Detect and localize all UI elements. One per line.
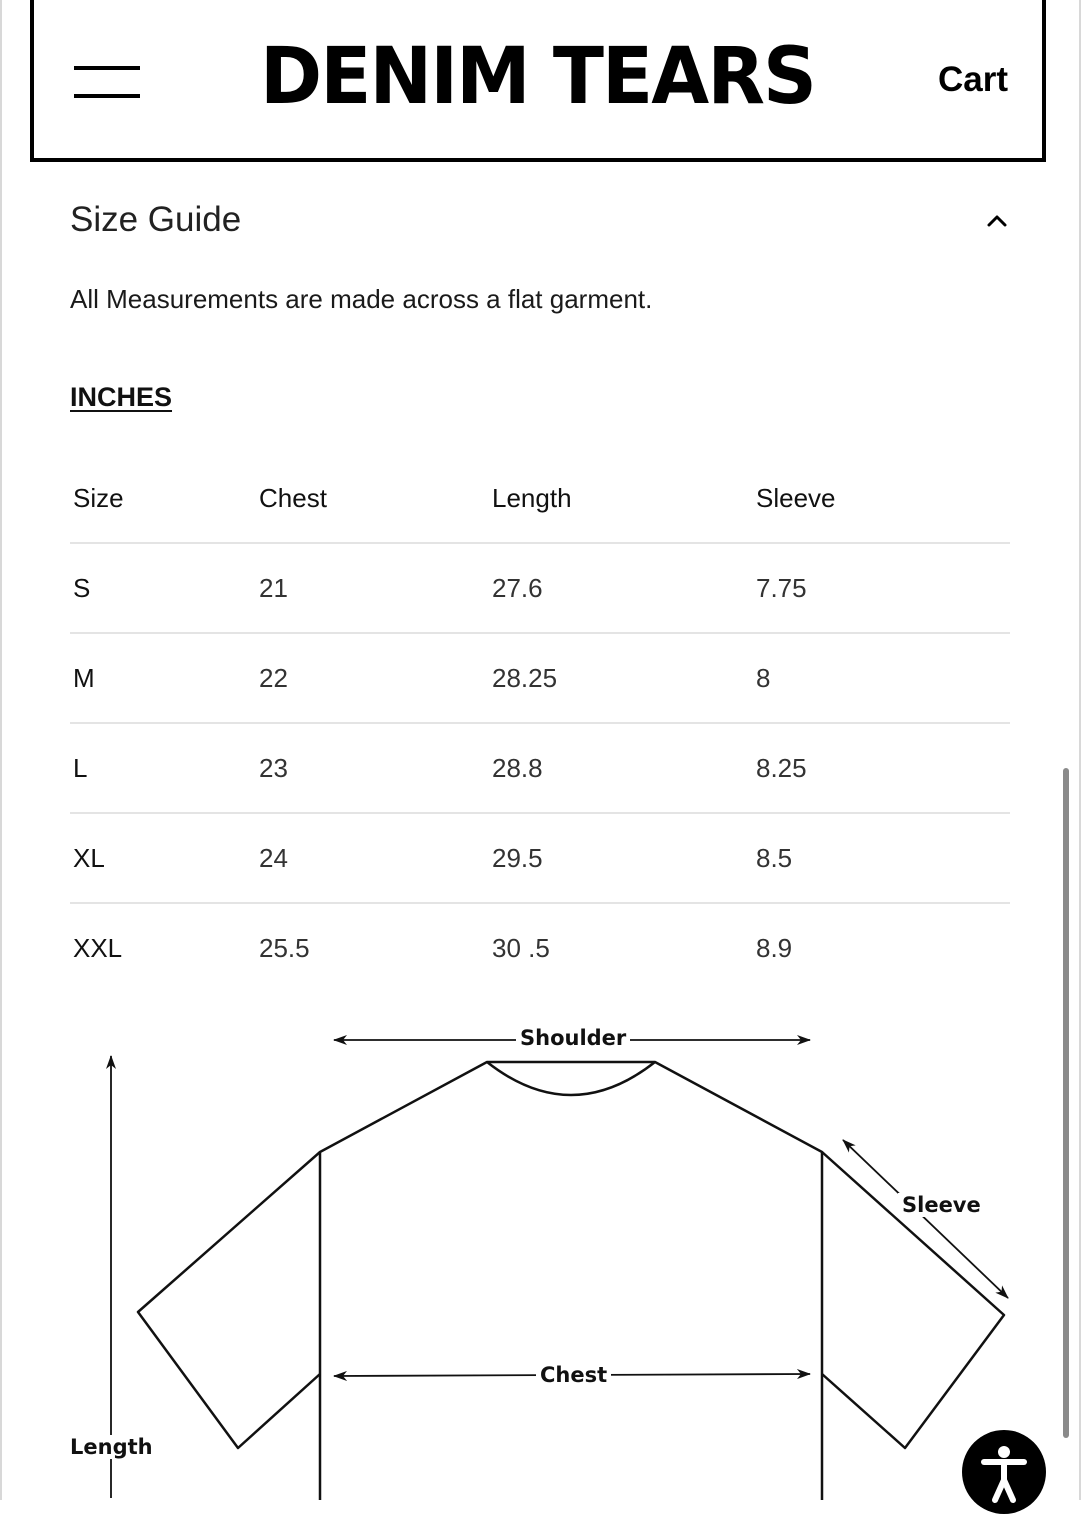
scrollbar-thumb[interactable] bbox=[1063, 768, 1069, 1438]
sleeve-arrow bbox=[843, 1140, 1008, 1298]
table-header-row bbox=[70, 454, 1010, 543]
cell-length: 28.8 bbox=[492, 723, 756, 813]
table-row bbox=[70, 903, 1010, 992]
cell-chest: 22 bbox=[259, 633, 492, 723]
size-table bbox=[70, 454, 1010, 992]
table-row bbox=[70, 633, 1010, 723]
cell-chest: 21 bbox=[259, 543, 492, 633]
cell-size: M bbox=[70, 633, 259, 723]
sleeve-label: Sleeve bbox=[898, 1193, 985, 1217]
chest-label: Chest bbox=[536, 1363, 611, 1387]
unit-label-inches[interactable]: INCHES bbox=[70, 382, 173, 412]
cell-sleeve: 8.9 bbox=[756, 932, 793, 963]
tshirt-measurement-diagram bbox=[0, 1010, 1081, 1500]
cell-sleeve: 8.5 bbox=[756, 813, 1010, 903]
cell-sleeve: 7.75 bbox=[756, 543, 1010, 633]
cell-length: 28.25 bbox=[492, 633, 756, 723]
size-guide-title[interactable]: Size Guide bbox=[70, 200, 242, 239]
chevron-up-icon[interactable] bbox=[985, 210, 1009, 230]
accessibility-button[interactable] bbox=[962, 1430, 1046, 1514]
cell-size: S bbox=[70, 543, 259, 633]
tshirt-outline bbox=[138, 1062, 1004, 1500]
cell-size: XL bbox=[70, 813, 259, 903]
cell-size: L bbox=[70, 723, 259, 813]
cell-chest: 25.5 bbox=[259, 932, 310, 963]
brand-logo[interactable]: DENIM TEARS bbox=[260, 32, 816, 122]
cell-size: XXL bbox=[73, 932, 123, 963]
column-header-chest: Chest bbox=[259, 454, 492, 543]
cell-chest: 23 bbox=[259, 723, 492, 813]
cell-length: 30 .5 bbox=[492, 932, 550, 963]
site-header bbox=[30, 0, 1046, 162]
cell-sleeve: 8 bbox=[756, 633, 1010, 723]
neckline bbox=[487, 1062, 655, 1095]
table-row bbox=[70, 813, 1010, 903]
column-header-size: Size bbox=[70, 454, 259, 543]
shoulder-label: Shoulder bbox=[516, 1026, 630, 1050]
cart-link[interactable]: Cart bbox=[937, 60, 1008, 99]
length-label: Length bbox=[66, 1435, 157, 1459]
table-row bbox=[70, 543, 1010, 633]
menu-line-top bbox=[74, 66, 140, 70]
table-row bbox=[70, 723, 1010, 813]
cell-sleeve: 8.25 bbox=[756, 723, 1010, 813]
column-header-length: Length bbox=[492, 454, 756, 543]
accessibility-person-icon bbox=[962, 1430, 1046, 1514]
measurement-note: All Measurements are made across a flat garment. bbox=[70, 284, 653, 314]
menu-line-bottom bbox=[74, 94, 140, 98]
cell-chest: 24 bbox=[259, 813, 492, 903]
hamburger-menu-icon[interactable] bbox=[74, 66, 140, 100]
cell-length: 29.5 bbox=[492, 813, 756, 903]
column-header-sleeve: Sleeve bbox=[756, 454, 1010, 543]
cell-length: 27.6 bbox=[492, 543, 756, 633]
